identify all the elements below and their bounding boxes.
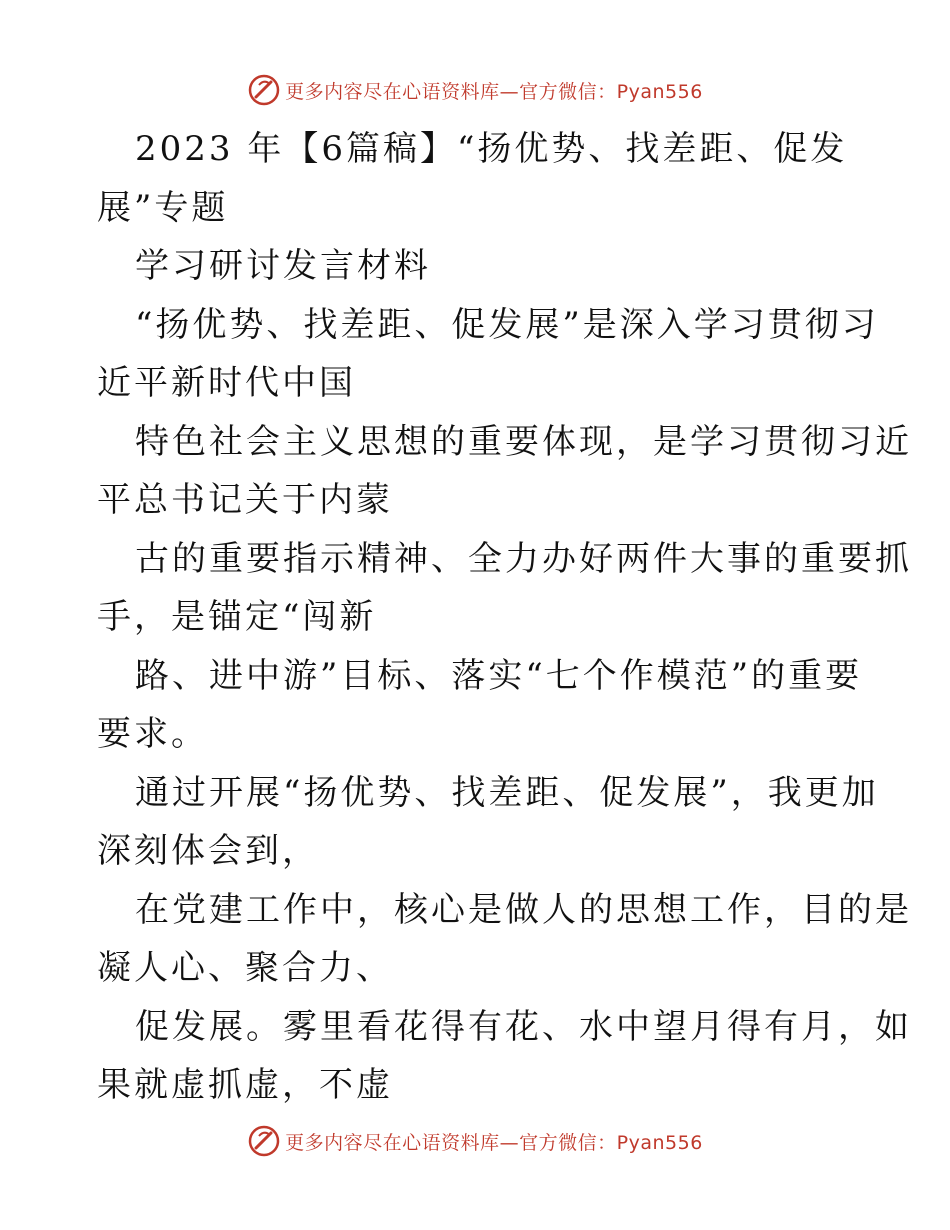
title-line-2: 展”专题 [97,187,229,228]
text-line: 特色社会主义思想的重要体现，是学习贯彻习近 [135,421,912,462]
text-line: 近平新时代中国 [97,363,356,403]
logo-icon [247,1124,281,1158]
subtitle-line: 学习研讨发言材料 [135,246,431,286]
footer-banner-text: 更多内容尽在心语资料库—官方微信：Pyan556 [285,1131,703,1154]
text-line: 平总书记关于内蒙 [97,480,393,520]
text-line: 促发展。雾里看花得有花、水中望月得有月，如 [135,1006,912,1047]
text-line: 在党建工作中，核心是做人的思想工作，目的是 [135,889,912,930]
header-banner-text: 更多内容尽在心语资料库—官方微信：Pyan556 [285,80,703,103]
text-line: 凝人心、聚合力、 [97,948,393,988]
document-body [97,120,912,1115]
text-line: 古的重要指示精神、全力办好两件大事的重要抓 [135,538,912,579]
header-watermark-banner [0,70,950,110]
title-line-1: 2023 年【6篇稿】“扬优势、找差距、促发 [135,129,848,169]
logo-icon [247,73,281,107]
text-line: 路、进中游”目标、落实“七个作模范”的重要 [135,655,863,696]
text-line: 通过开展“扬优势、找差距、促发展”，我更加 [135,772,879,813]
text-line: “扬优势、找差距、促发展”是深入学习贯彻习 [135,304,879,345]
text-line: 深刻体会到， [97,831,319,871]
text-line: 果就虚抓虚，不虚 [97,1065,393,1105]
footer-watermark-banner [0,1121,950,1161]
text-line: 手，是锚定“闯新 [97,597,377,637]
text-line: 要求。 [97,714,208,754]
